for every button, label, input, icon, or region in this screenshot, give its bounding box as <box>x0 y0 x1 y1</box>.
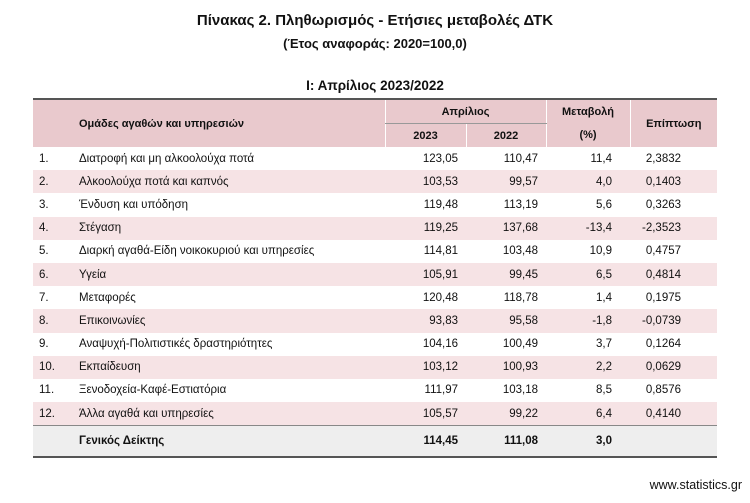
april-header: Απρίλιος <box>385 99 546 124</box>
row-change: 8,5 <box>546 379 630 402</box>
row-index: 11. <box>33 379 73 402</box>
row-impact: 0,1264 <box>630 333 717 356</box>
change-header: Μεταβολή <box>546 99 630 124</box>
table-row <box>33 402 717 426</box>
table-row <box>33 240 717 263</box>
table-subtitle: (Έτος αναφοράς: 2020=100,0) <box>283 36 467 51</box>
row-value-2022: 103,48 <box>466 240 546 263</box>
row-name: Επικοινωνίες <box>73 309 385 332</box>
row-value-2022: 103,18 <box>466 379 546 402</box>
row-index: 10. <box>33 356 73 379</box>
row-name: Αναψυχή-Πολιτιστικές δραστηριότητες <box>73 333 385 356</box>
row-value-2023: 104,16 <box>385 333 466 356</box>
row-index: 8. <box>33 309 73 332</box>
row-name: Υγεία <box>73 263 385 286</box>
row-name: Ξενοδοχεία-Καφέ-Εστιατόρια <box>73 379 385 402</box>
row-value-2023: 105,91 <box>385 263 466 286</box>
row-value-2023: 119,48 <box>385 193 466 216</box>
row-impact: 2,3832 <box>630 147 717 170</box>
row-name: Μεταφορές <box>73 286 385 309</box>
row-impact: -0,0739 <box>630 309 717 332</box>
row-change: 5,6 <box>546 193 630 216</box>
row-index: 3. <box>33 193 73 216</box>
row-value-2023: 114,81 <box>385 240 466 263</box>
table-row <box>33 170 717 193</box>
row-impact: 0,8576 <box>630 379 717 402</box>
row-impact: 0,4140 <box>630 402 717 426</box>
row-name: Διαρκή αγαθά-Είδη νοικοκυριού και υπηρεσίες <box>73 240 385 263</box>
row-change: 10,9 <box>546 240 630 263</box>
row-index: 9. <box>33 333 73 356</box>
total-2023: 114,45 <box>385 426 466 458</box>
total-row <box>33 426 717 458</box>
row-index: 7. <box>33 286 73 309</box>
total-label: Γενικός Δείκτης <box>73 426 385 458</box>
row-impact: 0,1975 <box>630 286 717 309</box>
row-value-2023: 103,12 <box>385 356 466 379</box>
row-value-2022: 99,57 <box>466 170 546 193</box>
row-change: 2,2 <box>546 356 630 379</box>
table-title: Πίνακας 2. Πληθωρισμός - Ετήσιες μεταβολές ΔΤΚ <box>196 12 554 29</box>
table-row <box>33 263 717 286</box>
row-name: Ένδυση και υπόδηση <box>73 193 385 216</box>
row-change: 6,5 <box>546 263 630 286</box>
table-row <box>33 309 717 332</box>
row-index: 5. <box>33 240 73 263</box>
row-impact: 0,4757 <box>630 240 717 263</box>
row-value-2022: 118,78 <box>466 286 546 309</box>
row-impact: 0,3263 <box>630 193 717 216</box>
row-value-2023: 105,57 <box>385 402 466 426</box>
row-impact: 0,0629 <box>630 356 717 379</box>
row-change: 1,4 <box>546 286 630 309</box>
row-name: Στέγαση <box>73 217 385 240</box>
row-value-2022: 95,58 <box>466 309 546 332</box>
row-value-2022: 100,93 <box>466 356 546 379</box>
row-value-2022: 113,19 <box>466 193 546 216</box>
row-value-2022: 99,45 <box>466 263 546 286</box>
row-value-2022: 137,68 <box>466 217 546 240</box>
row-change: 3,7 <box>546 333 630 356</box>
table-row <box>33 217 717 240</box>
row-impact: -2,3523 <box>630 217 717 240</box>
row-change: -13,4 <box>546 217 630 240</box>
row-value-2023: 103,53 <box>385 170 466 193</box>
row-value-2022: 110,47 <box>466 147 546 170</box>
year-2023-header: 2023 <box>385 124 466 148</box>
row-index: 12. <box>33 402 73 426</box>
row-value-2023: 93,83 <box>385 309 466 332</box>
row-change: 4,0 <box>546 170 630 193</box>
total-2022: 111,08 <box>466 426 546 458</box>
row-value-2022: 100,49 <box>466 333 546 356</box>
change-unit-header: (%) <box>546 124 630 148</box>
row-value-2023: 111,97 <box>385 379 466 402</box>
table-row <box>33 147 717 170</box>
year-2022-header: 2022 <box>466 124 546 148</box>
row-impact: 0,1403 <box>630 170 717 193</box>
table-row <box>33 333 717 356</box>
row-name: Διατροφή και μη αλκοολούχα ποτά <box>73 147 385 170</box>
table-row <box>33 193 717 216</box>
section-heading: Ι: Απρίλιος 2023/2022 <box>306 78 444 93</box>
table-row <box>33 286 717 309</box>
row-value-2023: 119,25 <box>385 217 466 240</box>
source-footer: www.statistics.gr <box>649 478 742 492</box>
table-row <box>33 356 717 379</box>
row-value-2022: 99,22 <box>466 402 546 426</box>
row-change: 6,4 <box>546 402 630 426</box>
impact-header: Επίπτωση <box>630 99 717 147</box>
groups-header: Ομάδες αγαθών και υπηρεσιών <box>33 99 385 147</box>
row-index: 1. <box>33 147 73 170</box>
row-name: Αλκοολούχα ποτά και καπνός <box>73 170 385 193</box>
table-row <box>33 379 717 402</box>
row-change: 11,4 <box>546 147 630 170</box>
row-impact: 0,4814 <box>630 263 717 286</box>
row-name: Εκπαίδευση <box>73 356 385 379</box>
row-index: 4. <box>33 217 73 240</box>
row-change: -1,8 <box>546 309 630 332</box>
row-name: Άλλα αγαθά και υπηρεσίες <box>73 402 385 426</box>
row-value-2023: 123,05 <box>385 147 466 170</box>
row-value-2023: 120,48 <box>385 286 466 309</box>
cpi-table <box>33 98 717 458</box>
row-index: 6. <box>33 263 73 286</box>
row-index: 2. <box>33 170 73 193</box>
total-change: 3,0 <box>546 426 630 458</box>
